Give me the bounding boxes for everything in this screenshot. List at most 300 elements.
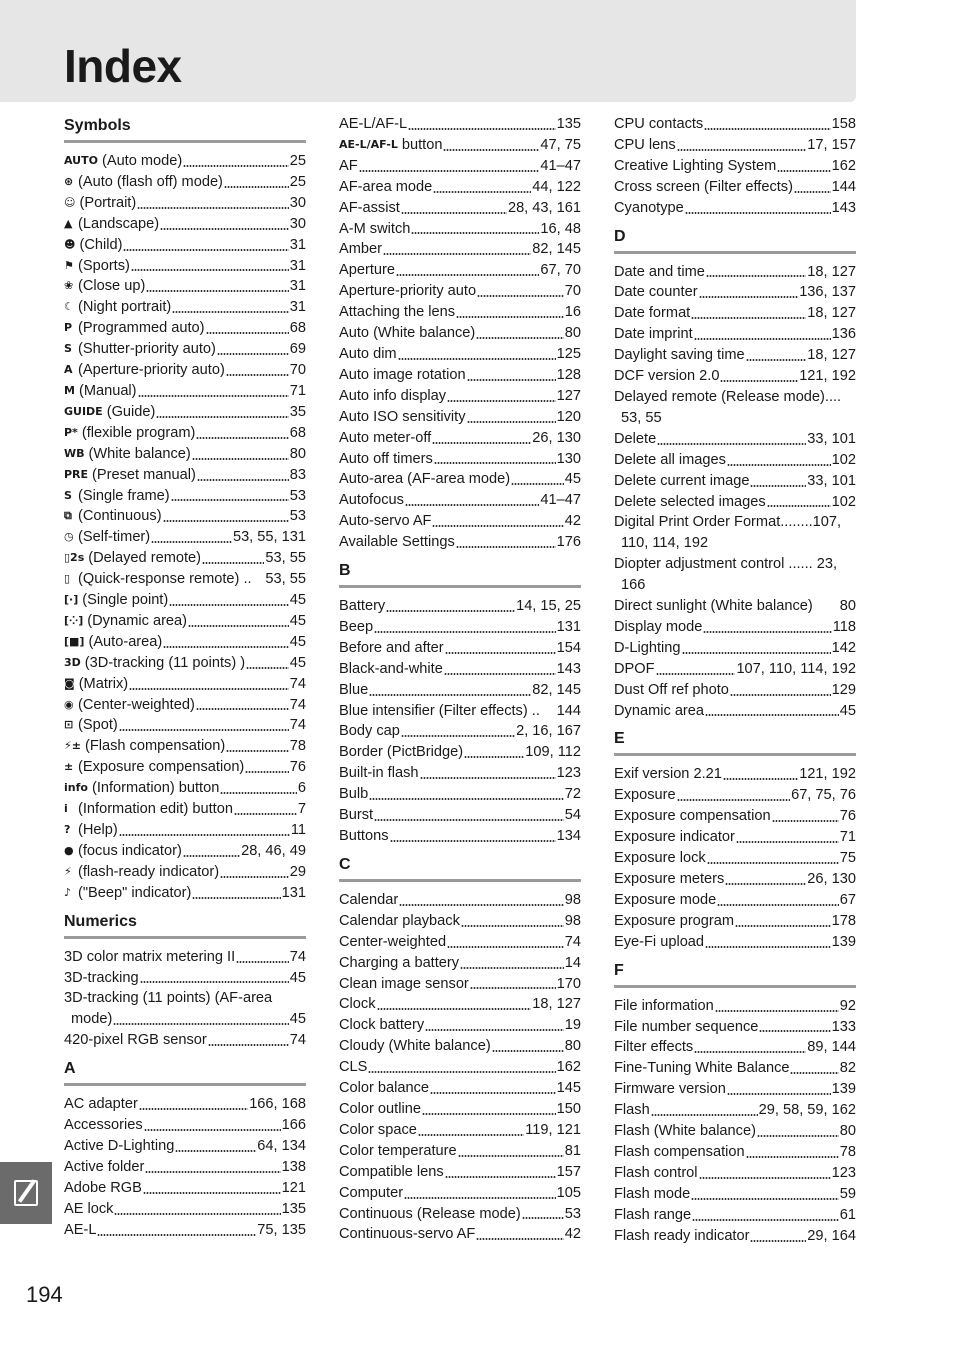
entry-term: (Auto (flash off) mode): [78, 173, 223, 190]
entry-term: (Continuous): [78, 508, 162, 525]
entry-term: (Portrait): [79, 194, 137, 211]
page-ref: 119, 121: [525, 1121, 581, 1138]
symbol-icon: ☻: [64, 237, 76, 251]
entry-term: (Center-weighted): [78, 696, 195, 713]
index-entry: [64, 465, 306, 486]
symbol-icon: ⚡: [64, 864, 72, 878]
entry-term: (Matrix): [78, 675, 129, 692]
entry-term: Flash mode: [614, 1185, 691, 1202]
dot-leader: [447, 399, 556, 403]
page-ref: 136, 137: [799, 284, 856, 301]
dot-leader: [467, 378, 556, 382]
entry-term: Exposure mode: [614, 891, 717, 908]
entry-term: Exposure program: [614, 912, 735, 929]
entry-term: (Self-timer): [78, 529, 151, 546]
index-entry: [64, 947, 306, 968]
dot-leader: [730, 693, 831, 697]
entry-term: Clock: [339, 996, 376, 1013]
page-ref: 74: [289, 696, 306, 713]
index-entry: [339, 198, 581, 219]
entry-term: D-Lighting: [614, 639, 681, 656]
page-ref: 176: [556, 534, 581, 551]
symbol-icon: ⊛: [64, 174, 74, 188]
entry-term: Flash range: [614, 1206, 692, 1223]
page-ref: 70: [289, 362, 306, 379]
symbol-icon: ?: [64, 823, 71, 836]
index-entry: [614, 324, 856, 345]
page-ref: 19: [564, 1017, 581, 1034]
page-ref: 28, 43, 161: [507, 199, 581, 216]
index-entry: [614, 554, 856, 596]
index-entry: [614, 1037, 856, 1058]
entry-term: (Single frame): [78, 487, 170, 504]
index-entry: [614, 471, 856, 492]
index-entry: [614, 156, 856, 177]
dot-leader: [192, 896, 280, 900]
entry-term: Firmware version: [614, 1081, 726, 1098]
index-entry: [339, 617, 581, 638]
page-ref: 68: [289, 320, 306, 337]
symbol-icon: P*: [64, 425, 78, 439]
entry-term: Battery: [339, 598, 386, 615]
entry-term: Eye-Fi upload: [614, 933, 705, 950]
section-heading: Symbols: [64, 114, 306, 143]
page-ref: 138: [281, 1158, 306, 1175]
entry-term: Calendar: [339, 891, 399, 908]
dot-leader: [420, 776, 556, 780]
index-entry: [339, 1036, 581, 1057]
symbol-icon: info: [64, 781, 88, 795]
page-ref: 70: [564, 283, 581, 300]
index-entry: [614, 492, 856, 513]
symbol-icon: P: [64, 321, 73, 335]
entry-term: Accessories: [64, 1117, 143, 1134]
entry-term: Flash ready indicator: [614, 1227, 750, 1244]
index-entry: [614, 638, 856, 659]
index-entry: [64, 444, 306, 465]
entry-term: Blue intensifier (Filter effects) ..: [339, 702, 540, 719]
dot-leader: [699, 295, 799, 299]
entry-term: (Help): [78, 822, 118, 838]
entry-term: Active D-Lighting: [64, 1137, 175, 1154]
page-ref: 145: [556, 1080, 581, 1097]
dot-leader: [727, 463, 831, 467]
dot-leader: [767, 504, 831, 508]
page-ref: 16: [564, 304, 581, 321]
entry-term: Diopter adjustment control ...... 23,: [614, 556, 838, 573]
index-entry: [614, 911, 856, 932]
page-ref: 25: [289, 153, 306, 169]
entry-term: Blue: [339, 681, 369, 698]
page-ref: 74: [289, 717, 306, 734]
dot-leader: [694, 1050, 806, 1054]
dot-leader: [418, 1133, 524, 1137]
entry-term: (focus indicator): [78, 842, 182, 859]
entry-term: Computer: [339, 1184, 404, 1201]
page-ref: 129: [831, 681, 856, 698]
page-ref: 31: [289, 236, 306, 253]
index-entry: [64, 1220, 306, 1241]
page-ref: 131: [556, 618, 581, 635]
dot-leader: [401, 211, 507, 215]
page-ref: 45: [289, 1011, 306, 1028]
index-entry: [64, 381, 306, 402]
page-ref: 80: [839, 1123, 856, 1140]
index-entry: [339, 365, 581, 386]
index-entry: [64, 569, 306, 590]
symbol-icon: 3D: [64, 655, 81, 669]
page-ref: 178: [831, 912, 856, 929]
index-entry: [64, 256, 306, 277]
page-ref: 134: [556, 828, 581, 844]
dot-leader: [464, 755, 524, 759]
symbol-icon: ⊡: [64, 718, 74, 732]
index-entry: [614, 680, 856, 701]
page-ref: 76: [289, 759, 306, 776]
page-ref: 29: [289, 863, 306, 880]
index-entry: [614, 135, 856, 156]
page-ref: 18, 127: [807, 305, 856, 322]
index-entry: [339, 239, 581, 260]
entry-term: Border (PictBridge): [339, 744, 464, 761]
page-ref: 118: [832, 618, 856, 635]
symbol-icon: ♪: [64, 885, 72, 899]
page-ref: 67, 75, 76: [791, 787, 856, 804]
index-entry: [339, 1224, 581, 1245]
index-entry: [339, 911, 581, 932]
dot-leader: [197, 478, 289, 482]
index-entry: [64, 1199, 306, 1220]
section-heading: F: [614, 959, 856, 988]
dot-leader: [163, 519, 289, 523]
entry-term: Aperture: [339, 262, 395, 279]
entry-term: Flash control: [614, 1164, 698, 1181]
index-entry: [339, 114, 581, 135]
entry-term: Exif version 2.21: [614, 766, 722, 783]
dot-leader: [139, 1107, 248, 1111]
page-ref: 64, 134: [257, 1137, 306, 1154]
page-ref: 11: [290, 822, 306, 838]
entry-term: (White balance): [88, 445, 191, 462]
index-entry: [339, 407, 581, 428]
entry-term: Date imprint: [614, 326, 693, 343]
dot-leader: [113, 1022, 288, 1026]
index-entry: [64, 548, 306, 569]
dot-leader: [682, 651, 831, 655]
dot-leader: [444, 672, 556, 676]
entry-term: Continuous (Release mode): [339, 1205, 521, 1222]
entry-term: Creative Lighting System: [614, 157, 777, 174]
dot-leader: [171, 498, 289, 502]
dot-leader: [432, 524, 563, 528]
index-entry: [339, 953, 581, 974]
entry-term: Filter effects: [614, 1039, 694, 1056]
entry-term: (Shutter-priority auto): [78, 341, 216, 358]
entry-term: Flash compensation: [614, 1143, 745, 1160]
index-entry: [64, 276, 306, 297]
entry-term: Built-in flash: [339, 765, 419, 782]
dot-leader: [541, 713, 556, 717]
side-tab: [0, 1162, 52, 1224]
entry-term: (Auto mode): [101, 153, 183, 169]
entry-term: ("Beep" indicator): [78, 884, 192, 901]
index-entry: [614, 806, 856, 827]
index-entry: [64, 297, 306, 318]
page-ref: 135: [556, 116, 581, 132]
page-ref: 121, 192: [799, 368, 856, 385]
entry-term: AF-area mode: [339, 178, 433, 195]
index-entry: [339, 994, 581, 1015]
index-entry: [64, 318, 306, 339]
section-heading: Numerics: [64, 910, 306, 939]
index-column-3: [614, 114, 856, 1247]
page-ref: 14: [564, 954, 581, 971]
dot-leader: [759, 1029, 830, 1033]
dot-leader: [359, 169, 540, 173]
section-heading: B: [339, 559, 581, 588]
page-ref: 33, 101: [807, 472, 856, 489]
entry-term: Digital Print Order Format........107,: [614, 514, 842, 531]
index-entry: [339, 428, 581, 449]
index-entry: [339, 511, 581, 532]
entry-term: Auto ISO sensitivity: [339, 408, 466, 425]
dot-leader: [694, 337, 831, 341]
dot-leader: [657, 442, 806, 446]
entry-term: Cross screen (Filter effects): [614, 178, 793, 195]
symbol-icon: i: [64, 802, 68, 816]
dot-leader: [707, 861, 839, 865]
index-entry: [64, 736, 306, 757]
retouch-menu-icon: [14, 1180, 38, 1206]
dot-leader: [97, 1233, 256, 1237]
symbol-icon: ◉: [64, 697, 74, 711]
entry-term: DPOF: [614, 660, 655, 677]
index-entry: [614, 596, 856, 617]
dot-leader: [217, 352, 289, 356]
entry-term: (flash-ready indicator): [78, 863, 220, 880]
entry-term: (Night portrait): [78, 299, 172, 316]
symbol-icon: M: [64, 383, 75, 397]
page-ref: 41–47: [540, 492, 581, 509]
index-entry: [64, 1178, 306, 1199]
index-entry: [339, 281, 581, 302]
symbol-icon: ☾: [64, 300, 74, 314]
entry-term: Available Settings: [339, 534, 455, 551]
page-ref: 82, 145: [532, 681, 581, 698]
page-ref: 42: [564, 1226, 581, 1243]
page-ref: 76: [839, 808, 856, 825]
dot-leader: [408, 127, 556, 131]
entry-term: AF: [339, 157, 358, 174]
dot-leader: [790, 1071, 838, 1075]
dot-leader: [172, 310, 289, 314]
dot-leader: [651, 1113, 758, 1117]
dot-leader: [143, 1191, 281, 1195]
page-ref: 154: [556, 639, 581, 656]
entry-term: Clean image sensor: [339, 975, 469, 992]
dot-leader: [447, 945, 564, 949]
index-entry: [64, 715, 306, 736]
entry-term: Charging a battery: [339, 954, 460, 971]
entry-term: Center-weighted: [339, 933, 447, 950]
dot-leader: [253, 582, 265, 586]
symbol-icon: ⚡±: [64, 739, 81, 753]
index-entry: [339, 596, 581, 617]
entry-term: Active folder: [64, 1158, 145, 1175]
page-ref: 98: [564, 912, 581, 929]
dot-leader: [772, 819, 839, 823]
index-entry: [64, 486, 306, 507]
page-ref: 42: [564, 513, 581, 530]
entry-term: Auto off timers: [339, 450, 433, 467]
page-ref: 53: [289, 487, 306, 504]
page-ref: 92: [839, 997, 856, 1014]
entry-term: 420-pixel RGB sensor: [64, 1032, 207, 1049]
symbol-icon: S: [64, 342, 72, 356]
dot-leader: [705, 945, 831, 949]
entry-term: Auto-area (AF-area mode): [339, 471, 511, 488]
dot-leader: [131, 268, 289, 272]
dot-leader: [192, 457, 289, 461]
dot-leader: [425, 1028, 564, 1032]
entry-term: (Flash compensation): [84, 738, 226, 755]
dot-leader: [476, 1237, 563, 1241]
entry-term: Exposure compensation: [614, 808, 771, 825]
dot-leader: [777, 169, 830, 173]
entry-term: Calendar playback: [339, 912, 460, 929]
index-entry: [339, 974, 581, 995]
entry-term: (Spot): [78, 717, 118, 734]
page-ref: 33, 101: [807, 430, 856, 447]
entry-term: Aperture-priority auto: [339, 283, 477, 300]
dot-leader: [129, 687, 289, 691]
symbol-icon: ❀: [64, 279, 74, 293]
page-ref: 75, 135: [257, 1221, 306, 1238]
page-ref: 41–47: [540, 157, 581, 174]
entry-term: Before and after: [339, 639, 444, 656]
dot-leader: [208, 1043, 289, 1047]
index-entry: [339, 701, 581, 722]
dot-leader: [399, 903, 564, 907]
index-entry: [614, 303, 856, 324]
page-ref: 123: [556, 765, 581, 782]
dot-leader: [386, 609, 515, 613]
dot-leader: [430, 1091, 556, 1095]
entry-term: Fine-Tuning White Balance: [614, 1060, 790, 1077]
entry-term: (Dynamic area): [87, 612, 188, 629]
entry-term: Date format: [614, 305, 691, 322]
page-ref: 102: [831, 493, 856, 510]
page-ref: 80: [289, 445, 306, 462]
index-entry: [64, 883, 306, 904]
index-entry: [339, 532, 581, 553]
page-ref: 18, 127: [807, 347, 856, 364]
entry-term: Auto info display: [339, 387, 447, 404]
dot-leader: [236, 960, 289, 964]
page-ref: 80: [564, 325, 581, 342]
page-ref: 162: [556, 1059, 581, 1076]
section-heading: C: [339, 853, 581, 882]
dot-leader: [383, 252, 531, 256]
index-entry: [339, 680, 581, 701]
index-entry: [614, 701, 856, 722]
page-title: Index: [64, 40, 182, 92]
index-entry: [64, 402, 306, 423]
page-ref: 53: [564, 1205, 581, 1222]
symbol-icon: ☺: [64, 195, 76, 209]
dot-leader: [401, 734, 515, 738]
dot-leader: [727, 1092, 831, 1096]
entry-term-continued: 53, 55: [621, 409, 662, 426]
entry-term: (Delayed remote): [88, 550, 202, 567]
index-entry: [64, 590, 306, 611]
index-entry: [614, 1142, 856, 1163]
page-ref: 53, 55: [265, 550, 306, 567]
entry-term: button: [401, 136, 443, 153]
dot-leader: [706, 274, 806, 278]
entry-term: Compatible lens: [339, 1163, 444, 1180]
page-ref: 130: [556, 450, 581, 467]
symbol-icon: ●: [64, 843, 74, 857]
page-ref: 72: [564, 786, 581, 803]
page-ref: 78: [289, 738, 306, 755]
entry-term: Autofocus: [339, 492, 404, 509]
symbol-icon: ◷: [64, 530, 74, 544]
entry-term: (Information) button: [91, 780, 220, 797]
entry-term: Display mode: [614, 618, 703, 635]
index-entry: [339, 344, 581, 365]
page-ref: 14, 15, 25: [516, 598, 581, 615]
page-ref: 107, 110, 114, 192: [736, 660, 856, 677]
index-entry: [64, 757, 306, 778]
dot-leader: [720, 379, 798, 383]
index-entry: [64, 799, 306, 820]
dot-leader: [163, 645, 289, 649]
entry-term: (Programmed auto): [78, 320, 205, 337]
dot-leader: [432, 441, 531, 445]
page-ref: 127: [556, 387, 581, 404]
entry-term: CPU lens: [614, 136, 676, 153]
index-entry: [64, 778, 306, 799]
page-ref: 82: [839, 1060, 856, 1077]
entry-term: Body cap: [339, 723, 400, 740]
dot-leader: [119, 728, 289, 732]
page-ref: 47, 75: [540, 136, 581, 153]
index-entry: [614, 262, 856, 283]
entry-term: Exposure: [614, 787, 676, 804]
entry-term: Color space: [339, 1121, 417, 1138]
index-entry: [64, 841, 306, 862]
page-ref: 31: [289, 299, 306, 316]
index-entry: [339, 638, 581, 659]
dot-leader: [477, 294, 564, 298]
entry-term: (Preset manual): [92, 466, 196, 483]
index-entry: [339, 826, 581, 847]
page-ref: 45: [289, 633, 306, 650]
entry-term: Exposure indicator: [614, 829, 735, 846]
symbol-icon: AE-L/AF-L: [339, 137, 398, 151]
index-entry: [614, 1058, 856, 1079]
index-entry: [339, 469, 581, 490]
entry-term: Cloudy (White balance): [339, 1038, 491, 1055]
page-ref: 139: [831, 933, 856, 950]
page-ref: 80: [564, 1038, 581, 1055]
index-entry: [339, 890, 581, 911]
index-entry: [64, 1136, 306, 1157]
page-ref: 53, 55: [265, 571, 306, 588]
page-ref: 67: [839, 891, 856, 908]
index-entry: [614, 785, 856, 806]
